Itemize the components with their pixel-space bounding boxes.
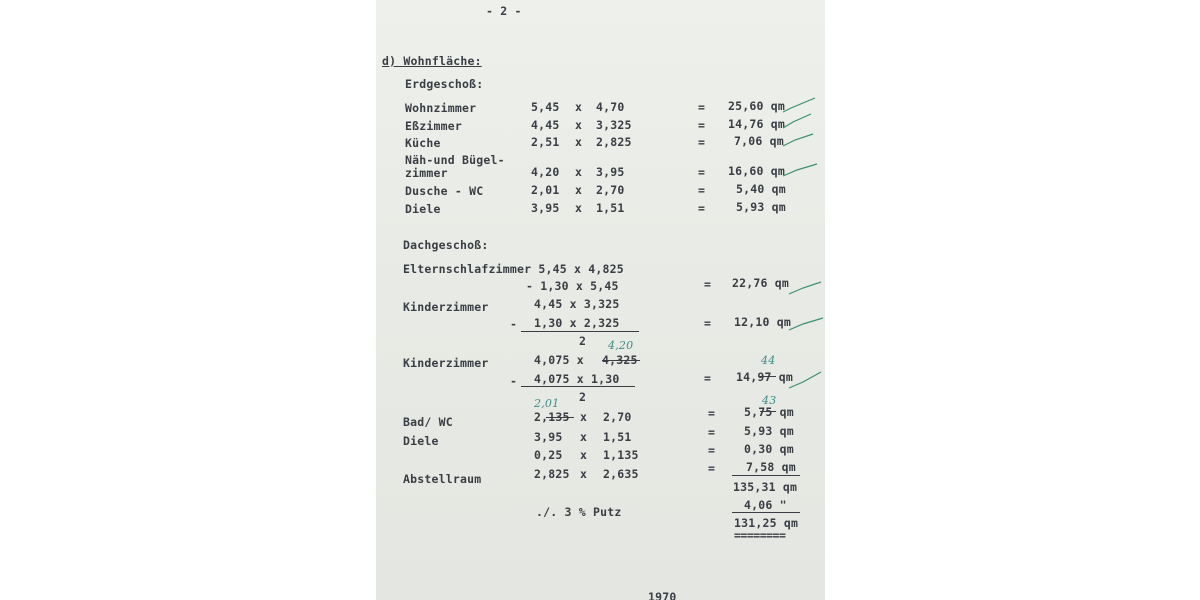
dim-a: 2,825 [534, 467, 570, 481]
times: x [575, 201, 583, 215]
room-name: Bad/ WC [403, 415, 453, 429]
equals: = [704, 316, 712, 330]
double-underline: ======== [734, 528, 786, 542]
equals: = [708, 425, 716, 439]
kinder1-subtraction: 1,30 x 2,325 [534, 316, 620, 330]
fraction-line [521, 386, 635, 387]
struck-value: 4,325 [602, 353, 638, 367]
times: x [575, 118, 583, 132]
erdgeschoss-heading: Erdgeschoß: [405, 77, 484, 91]
section-title: d) Wohnfläche: [382, 54, 482, 68]
handwritten-correction: 43 [762, 394, 777, 407]
total: 131,25 qm [734, 516, 799, 530]
dim-b: 2,635 [603, 467, 639, 481]
times: x [580, 448, 588, 462]
equals: = [708, 443, 716, 457]
result: 7,06 qm [734, 134, 784, 148]
result: 5,93 qm [744, 424, 794, 438]
dim-a: 2,01 [531, 183, 560, 197]
room-name-cont: zimmer [405, 166, 448, 180]
times: x [575, 183, 583, 197]
dim-b: 2,70 [596, 183, 625, 197]
dim-a: 4,45 [531, 118, 560, 132]
room-name: Diele [405, 202, 441, 216]
times: x [580, 410, 588, 424]
equals: = [708, 461, 716, 475]
result: 5,75 qm [744, 405, 794, 419]
result: 14,97 qm [736, 370, 793, 384]
minus-sign: - [510, 374, 518, 388]
dim-b: 2,70 [603, 410, 632, 424]
equals: = [698, 118, 706, 132]
room-name: Diele [403, 434, 439, 448]
struck-result: 97 [757, 370, 772, 384]
equals: = [704, 371, 712, 385]
dim-b: 3,95 [596, 165, 625, 179]
dachgeschoss-heading: Dachgeschoß: [403, 238, 489, 252]
putz-value: 4,06 " [744, 498, 787, 512]
dim-b: 1,51 [596, 201, 625, 215]
equals: = [708, 406, 716, 420]
result: 0,30 qm [744, 442, 794, 456]
equals: = [698, 165, 706, 179]
result: 7,58 qm [746, 460, 796, 474]
result: 12,10 qm [734, 315, 791, 329]
room-name-eltern: Elternschlafzimmer 5,45 x 4,825 [403, 262, 624, 276]
kinder1-dims: 4,45 x 3,325 [534, 297, 620, 311]
times: x [575, 165, 583, 179]
room-name: Wohnzimmer [405, 101, 477, 115]
struck-value: 2,135 [534, 410, 570, 424]
handwritten-correction: 4,20 [608, 339, 634, 352]
room-name-kinder1: Kinderzimmer [403, 300, 489, 314]
times: x [575, 135, 583, 149]
times: x [580, 430, 588, 444]
dim-a: 2,51 [531, 135, 560, 149]
room-name: Dusche - WC [405, 184, 484, 198]
result: 25,60 qm [728, 99, 785, 113]
equals: = [698, 183, 706, 197]
result: 5,93 qm [736, 200, 786, 214]
dim-b: 1,135 [603, 448, 639, 462]
strikethrough [602, 360, 640, 361]
handwritten-correction: 2,01 [534, 397, 560, 410]
dim-b: 3,325 [596, 118, 632, 132]
equals: = [698, 135, 706, 149]
dim-a: 4,20 [531, 165, 560, 179]
strikethrough [546, 417, 574, 418]
equals: = [698, 201, 706, 215]
sum-line [732, 475, 800, 476]
sum-line [732, 512, 800, 513]
divisor: 2 [579, 334, 587, 348]
result: 22,76 qm [732, 276, 789, 290]
room-name-kinder2: Kinderzimmer [403, 356, 489, 370]
eltern-subtraction: - 1,30 x 5,45 [526, 279, 619, 293]
struck-result: 75 [758, 405, 773, 419]
page-number: - 2 - [486, 4, 522, 18]
dim-b: 1,51 [603, 430, 632, 444]
room-name: Näh-und Bügel- [405, 153, 505, 167]
room-name: Eßzimmer [405, 119, 462, 133]
subtotal: 135,31 qm [733, 480, 798, 494]
dim-a: 3,95 [534, 430, 563, 444]
divisor: 2 [579, 390, 587, 404]
equals: = [704, 277, 712, 291]
kinder2-subtraction: 4,075 x 1,30 [534, 372, 620, 386]
times: x [580, 467, 588, 481]
result: 16,60 qm [728, 164, 785, 178]
kinder2-dims: 4,075 x [534, 353, 584, 367]
fraction-line [521, 331, 639, 332]
strikethrough [760, 411, 776, 412]
result: 5,40 qm [736, 182, 786, 196]
dim-a: 0,25 [534, 448, 563, 462]
handwritten-correction: 44 [761, 354, 776, 367]
room-name: Küche [405, 136, 441, 150]
dim-a: 3,95 [531, 201, 560, 215]
equals: = [698, 100, 706, 114]
dim-b: 4,70 [596, 100, 625, 114]
check-marks [781, 92, 825, 352]
dim-a: 5,45 [531, 100, 560, 114]
check-mark [781, 360, 825, 400]
times: x [575, 100, 583, 114]
putz-label: ./. 3 % Putz [536, 505, 622, 519]
footer-fragment: 1970 [648, 590, 677, 600]
result: 14,76 qm [728, 117, 785, 131]
strikethrough [760, 376, 776, 377]
dim-b: 2,825 [596, 135, 632, 149]
minus-sign: - [510, 317, 518, 331]
document-page [376, 0, 825, 600]
room-name: Abstellraum [403, 472, 482, 486]
